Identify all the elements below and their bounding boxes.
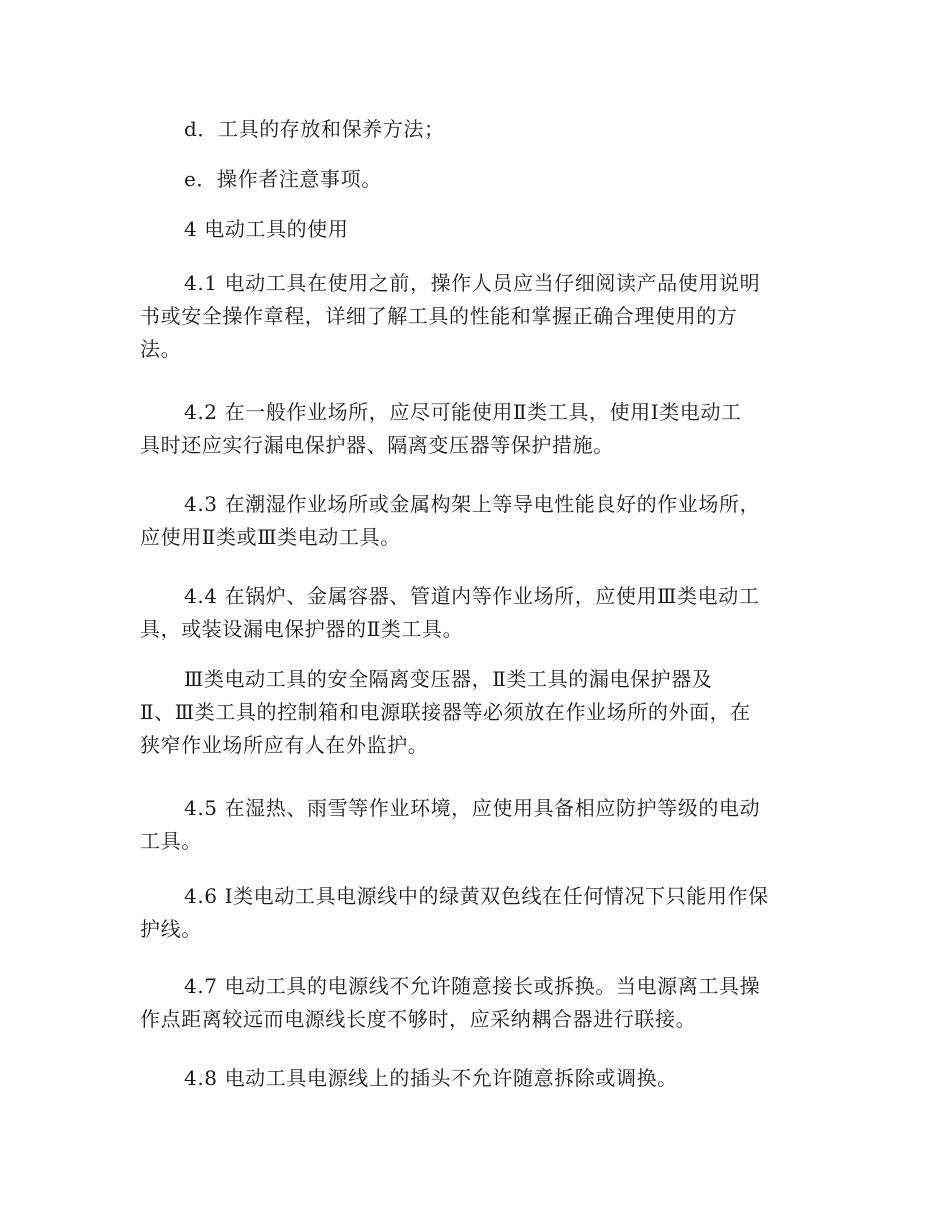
clause-4-5 <box>140 792 820 858</box>
section-heading-4 <box>140 213 820 246</box>
text-line: e．操作者注意事项。 <box>184 167 382 191</box>
text-line: 4.5 在湿热、雨雪等作业环境，应使用具备相应防护等级的电动 <box>184 796 761 820</box>
clause-4-1 <box>140 267 820 366</box>
text-line: 4.2 在一般作业场所，应尽可能使用Ⅱ类工具，使用Ⅰ类电动工 <box>184 400 742 424</box>
text-line: 4.4 在锅炉、金属容器、管道内等作业场所，应使用Ⅲ类电动工 <box>184 584 760 608</box>
clause-4-6 <box>140 880 820 946</box>
clause-4-7 <box>140 970 820 1036</box>
clause-4-3 <box>140 488 820 554</box>
text-line: 工具。 <box>140 829 202 853</box>
text-line: Ⅱ、Ⅲ类工具的控制箱和电源联接器等必须放在作业场所的外面，在 <box>140 700 751 724</box>
text-line: 4 电动工具的使用 <box>184 217 349 241</box>
class-three-note <box>140 663 820 762</box>
clause-4-2 <box>140 396 820 462</box>
text-line: 具，或装设漏电保护器的Ⅱ类工具。 <box>140 617 464 641</box>
text-line: 4.6 Ⅰ类电动工具电源线中的绿黄双色线在任何情况下只能用作保 <box>184 884 769 908</box>
text-line: 4.1 电动工具在使用之前，操作人员应当仔细阅读产品使用说明 <box>184 271 761 295</box>
text-line: 4.3 在潮湿作业场所或金属构架上等导电性能良好的作业场所， <box>184 492 761 516</box>
text-line: 4.8 电动工具电源线上的插头不允许随意拆除或调换。 <box>184 1066 678 1090</box>
text-line: 护线。 <box>140 917 202 941</box>
list-item-d <box>140 113 820 146</box>
text-line: 应使用Ⅱ类或Ⅲ类电动工具。 <box>140 525 401 549</box>
text-line: 狭窄作业场所应有人在外监护。 <box>140 733 429 757</box>
text-line: 作点距离较远而电源线长度不够时，应采纳耦合器进行联接。 <box>140 1007 697 1031</box>
text-line: 书或安全操作章程，详细了解工具的性能和掌握正确合理使用的方 <box>140 304 738 328</box>
text-line: d．工具的存放和保养方法； <box>184 117 445 141</box>
text-line: 4.7 电动工具的电源线不允许随意接长或拆换。当电源离工具操 <box>184 974 761 998</box>
clause-4-4 <box>140 580 820 646</box>
text-line: 法。 <box>140 337 182 361</box>
list-item-e <box>140 163 820 196</box>
text-line: Ⅲ类电动工具的安全隔离变压器，Ⅱ类工具的漏电保护器及 <box>184 667 713 691</box>
clause-4-8 <box>140 1062 820 1095</box>
text-line: 具时还应实行漏电保护器、隔离变压器等保护措施。 <box>140 433 614 457</box>
